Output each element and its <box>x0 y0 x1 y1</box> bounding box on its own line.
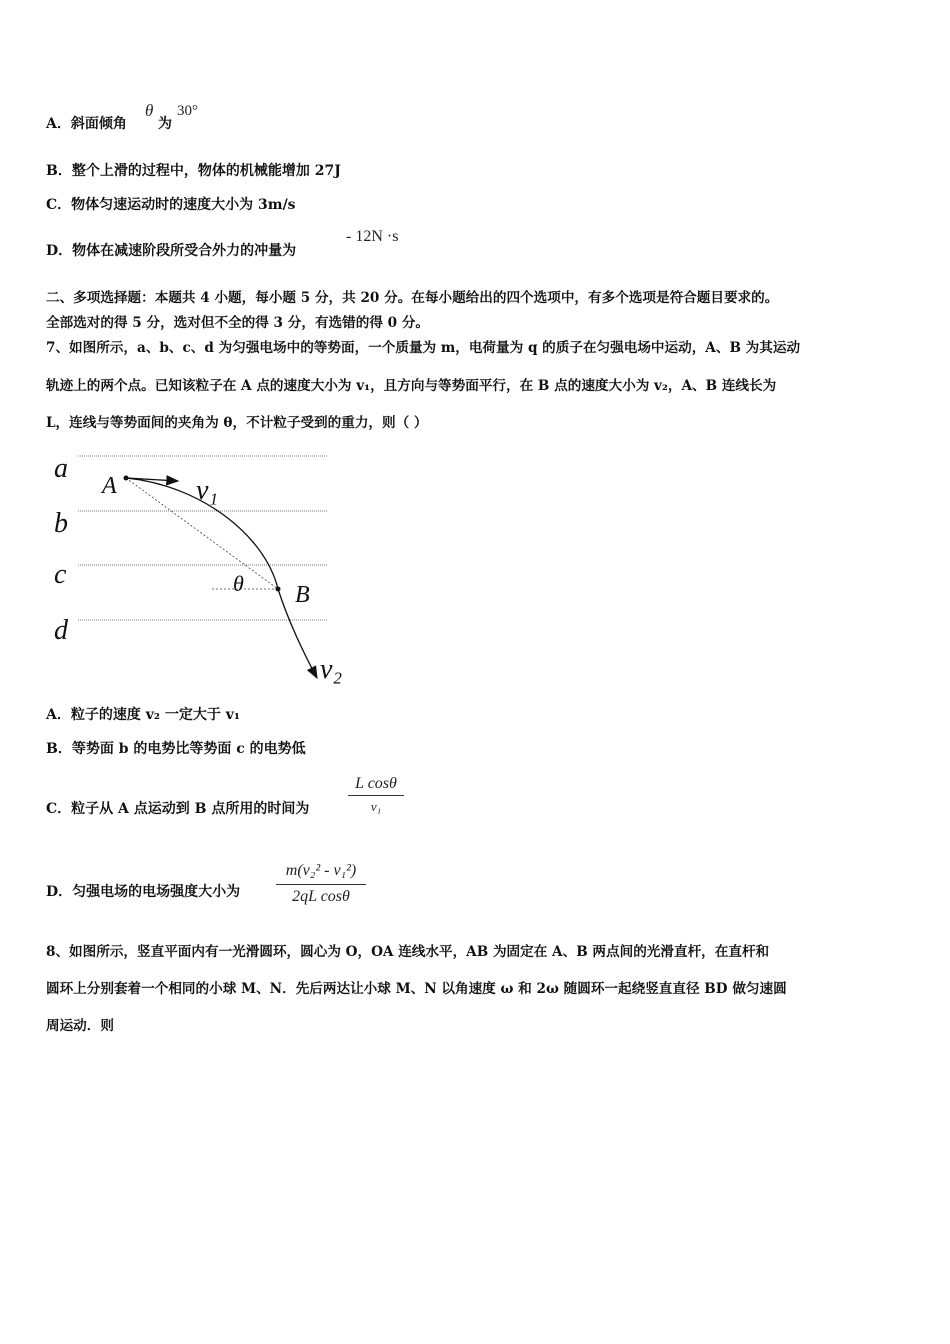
q6-option-d-value: - 12N ·s <box>346 228 399 245</box>
q8-stem-line-1: 8、如图所示，竖直平面内有一光滑圆环，圆心为 O，OA 连线水平，AB 为固定在 A、B 两点间的光滑直杆，在直杆和 <box>46 944 770 960</box>
q7-option-c-fraction <box>348 773 404 818</box>
fraction-denominator: 2qL cosθ <box>276 884 366 909</box>
q7-equipotential-figure <box>40 445 360 690</box>
point-b-label: B <box>295 582 310 608</box>
plane-label-a: a <box>54 453 68 484</box>
q6-option-a <box>46 114 127 134</box>
q6-option-c: C．物体匀速运动时的速度大小为 3m/s <box>46 197 296 213</box>
fraction-denominator: v₁ <box>348 795 404 818</box>
v2-label: v₂ <box>320 654 343 685</box>
q6-option-d: D．物体在减速阶段所受合外力的冲量为 <box>46 243 297 259</box>
q7-stem-line-1: 7、如图所示，a、b、c、d 为匀强电场中的等势面，一个质量为 m，电荷量为 q 的质子在匀强电场中运动，A、B 为其运动 <box>46 340 801 356</box>
section-heading-line-1: 二、多项选择题：本题共 4 小题，每小题 5 分，共 20 分。在每小题给出的四个选项中，有多个选项是符合题目要求的。 <box>46 290 779 306</box>
q7-option-b: B．等势面 b 的电势比等势面 c 的电势低 <box>46 741 306 757</box>
q8-stem-line-2: 圆环上分别套着一个相同的小球 M、N．先后两达让小球 M、N 以角速度 ω 和 2ω 随圆环一起绕竖直直径 BD 做匀速圆 <box>46 981 787 997</box>
point-a-dot <box>124 476 129 481</box>
q6-option-a-prefix: A．斜面倾角 <box>46 116 127 132</box>
point-b-dot <box>276 587 281 592</box>
q6-option-b: B．整个上滑的过程中，物体的机械能增加 27J <box>46 163 341 179</box>
v1-label: v₁ <box>196 475 219 506</box>
q7-option-d-fraction <box>276 858 366 909</box>
q6-option-a-mid: 为 <box>158 116 172 132</box>
plane-label-d: d <box>54 615 68 646</box>
q6-option-a-theta: θ <box>145 101 154 120</box>
fraction-numerator: L cosθ <box>355 775 397 792</box>
plane-label-b: b <box>54 508 68 539</box>
point-a-label: A <box>102 473 117 499</box>
trajectory-curve <box>126 478 317 678</box>
q7-stem-line-2: 轨迹上的两个点。已知该粒子在 A 点的速度大小为 v₁，且方向与等势面平行，在 B 点的速度大小为 v₂，A、B 连线长为 <box>46 378 777 394</box>
fraction-numerator: m(v₂² - v₁²) <box>285 862 357 879</box>
angle-label: θ <box>233 571 244 596</box>
plane-label-c: c <box>54 559 67 590</box>
q7-stem-line-3: L，连线与等势面间的夹角为 θ，不计粒子受到的重力，则（ ） <box>46 415 428 431</box>
q7-option-a: A．粒子的速度 v₂ 一定大于 v₁ <box>46 707 241 723</box>
section-heading-line-2: 全部选对的得 5 分，选对但不全的得 3 分，有选错的得 0 分。 <box>46 315 430 331</box>
q6-option-a-value: 30° <box>177 103 198 119</box>
q8-stem-line-3: 周运动．则 <box>46 1018 114 1034</box>
q7-option-c: C．粒子从 A 点运动到 B 点所用的时间为 <box>46 801 310 817</box>
q7-option-d: D．匀强电场的电场强度大小为 <box>46 884 241 900</box>
